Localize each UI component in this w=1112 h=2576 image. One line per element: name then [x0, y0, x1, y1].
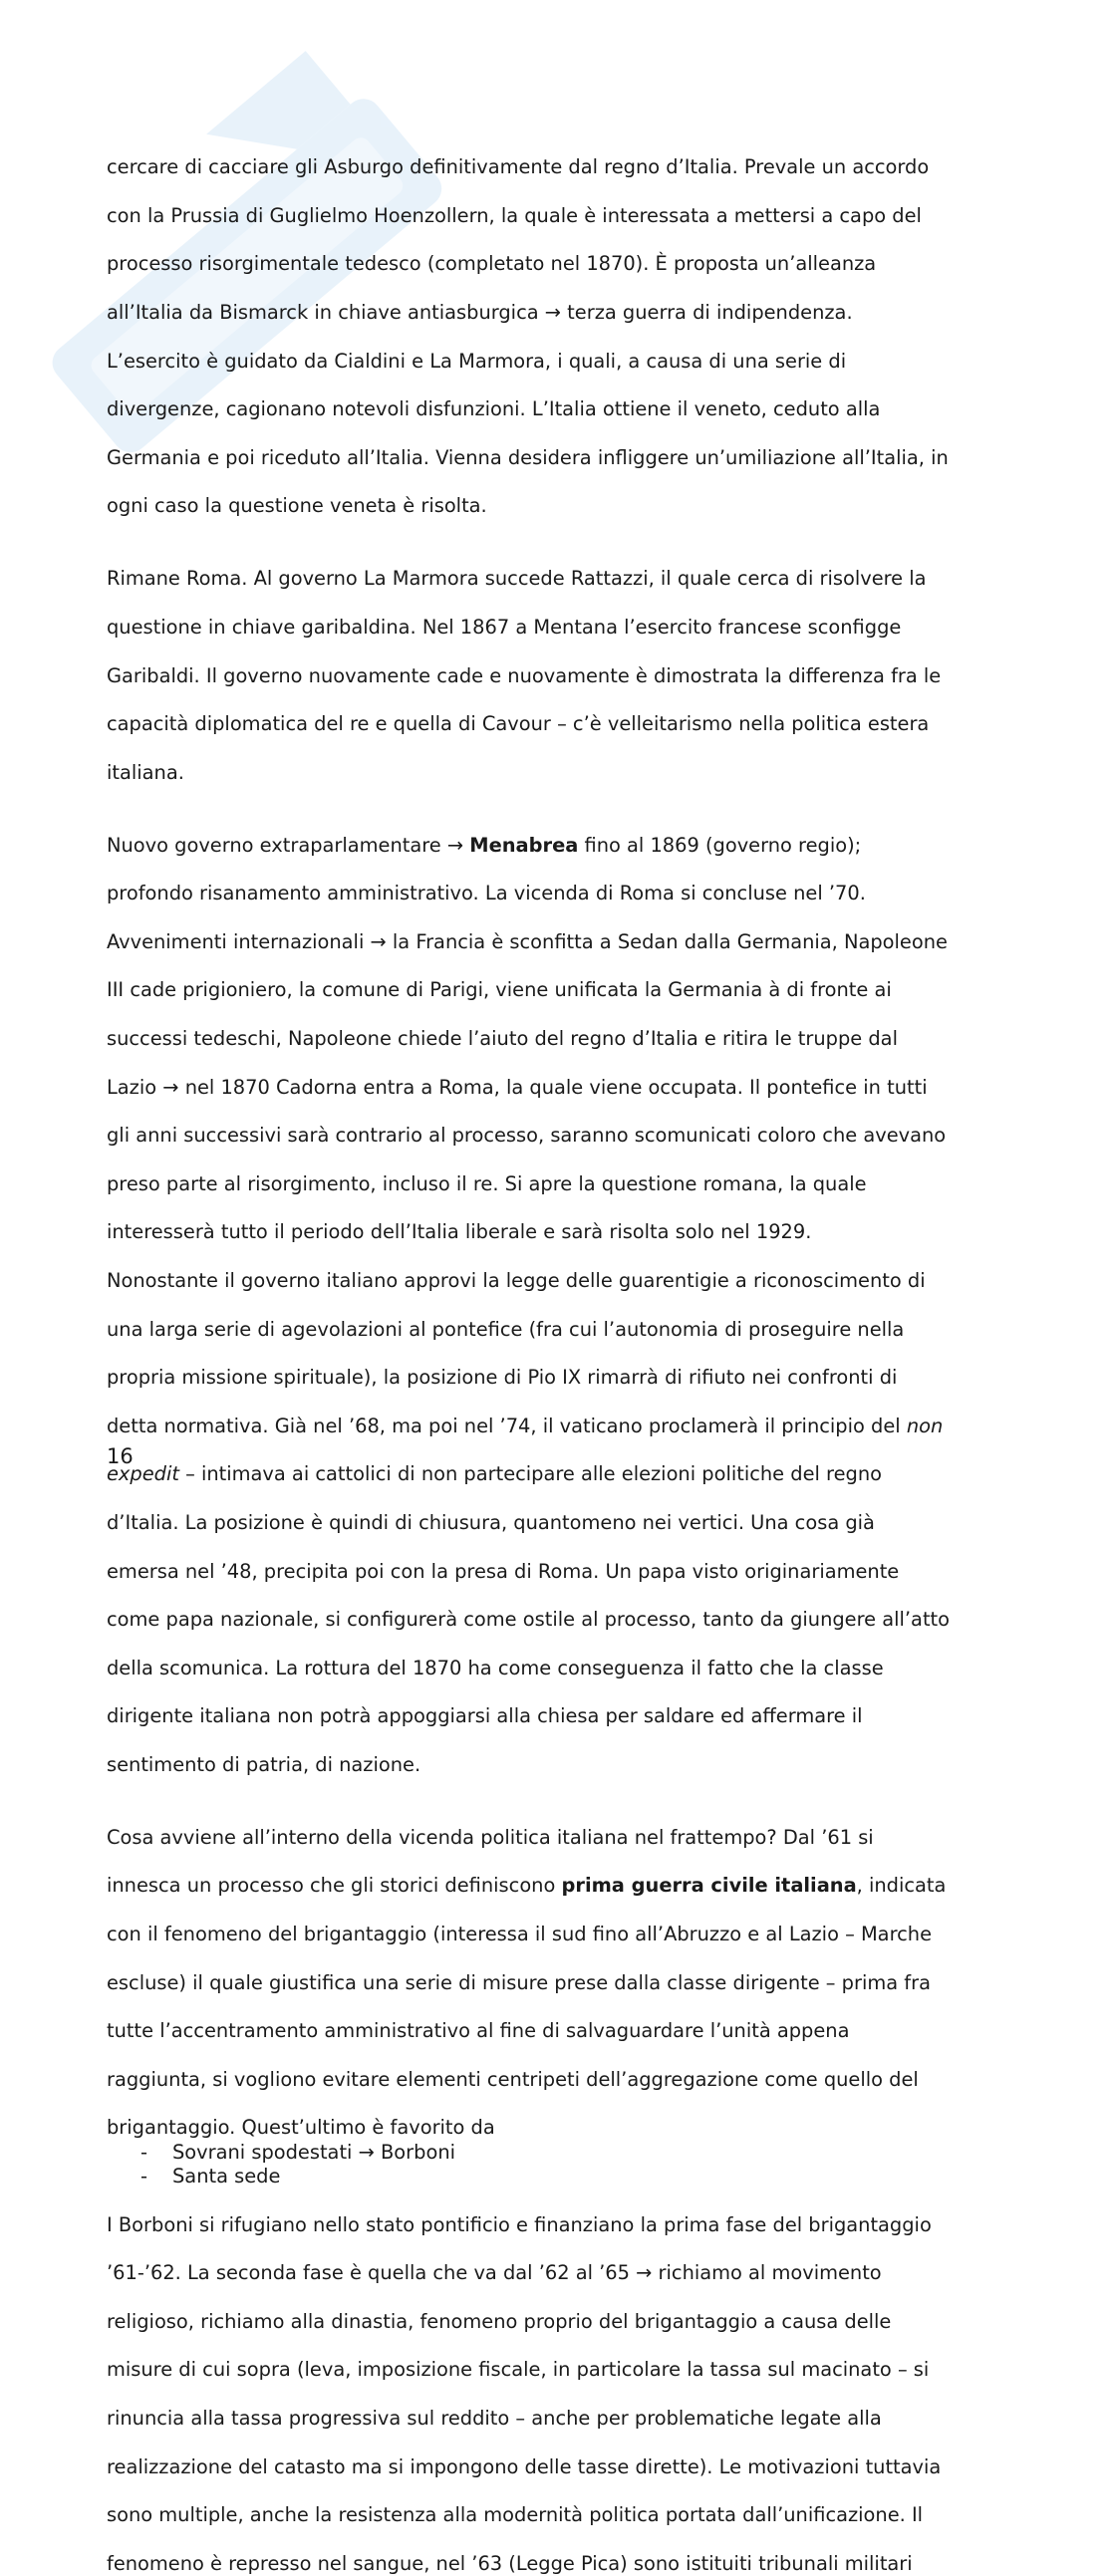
text-line: Nonostante il governo italiano approvi la legge delle guarentigie a riconoscimento di	[107, 1268, 926, 1292]
text-line: rinuncia alla tassa progressiva sul reddito – anche per problematiche legate alla	[107, 2406, 882, 2430]
text-segment: innesca un processo che gli storici definiscono	[107, 1874, 562, 1898]
text-line: divergenze, cagionano notevoli disfunzioni. L’Italia ottiene il veneto, ceduto alla	[107, 397, 881, 421]
text-line: Rimane Roma. Al governo La Marmora succede Rattazzi, il quale cerca di risolvere la	[107, 567, 927, 591]
document-body	[107, 131, 1003, 2576]
text-line: come papa nazionale, si configurerà come ostile al processo, tanto da giungere all’atto	[107, 1608, 951, 1632]
text-line: sentimento di patria, di nazione.	[107, 1752, 421, 1776]
paragraph-4-continued	[107, 2189, 1003, 2576]
text-line: I Borboni si rifugiano nello stato pontificio e finanziano la prima fase del brigantaggio	[107, 2212, 932, 2236]
text-line: Lazio → nel 1870 Cadorna entra a Roma, la quale viene occupata. Il pontefice in tutti	[107, 1075, 928, 1099]
text-segment: Nuovo governo extraparlamentare →	[107, 833, 470, 857]
paragraph-2	[107, 543, 1003, 785]
text-line: raggiunta, si vogliono evitare elementi centripeti dell’aggregazione come quello del	[107, 2067, 919, 2091]
text-line: d’Italia. La posizione è quindi di chiusura, quantomeno nei vertici. Una cosa già	[107, 1510, 875, 1534]
paragraph-spacer	[107, 519, 1003, 543]
text-line: una larga serie di agevolazioni al pontefice (fra cui l’autonomia di proseguire nella	[107, 1317, 905, 1341]
text-line: L’esercito è guidato da Cialdini e La Marmora, i quali, a causa di una serie di	[107, 349, 847, 373]
text-line: fenomeno è represso nel sangue, nel ’63 (Legge Pica) sono istituiti tribunali militari	[107, 2551, 913, 2575]
text-line: gli anni successivi sarà contrario al processo, saranno scomunicati coloro che avevano	[107, 1124, 947, 1148]
paragraph-spacer	[107, 785, 1003, 809]
text-line: III cade prigioniero, la comune di Parigi, viene unificata la Germania à di fronte ai	[107, 978, 892, 1002]
text-line: capacità diplomatica del re e quella di Cavour – c’è velleitarismo nella politica estera	[107, 712, 930, 736]
text-line: interesserà tutto il periodo dell’Italia liberale e sarà risolta solo nel 1929.	[107, 1220, 812, 1244]
text-line: escluse) il quale giustifica una serie di misure prese dalla classe dirigente – prima fra	[107, 1970, 931, 1994]
text-line: Cosa avviene all’interno della vicenda politica italiana nel frattempo? Dal ’61 si	[107, 1825, 874, 1849]
text-line: Garibaldi. Il governo nuovamente cade e nuovamente è dimostrata la differenza fra le	[107, 663, 942, 687]
list-item: - Sovrani spodestati → Borboni	[107, 2141, 1003, 2165]
paragraph-3	[107, 809, 1003, 1777]
italic-term: expedit	[107, 1462, 179, 1486]
text-line: ’61-’62. La seconda fase è quella che va dal ’62 al ’65 → richiamo al movimento	[107, 2261, 882, 2285]
text-segment: – intimava ai cattolici di non partecipare alle elezioni politiche del regno	[178, 1462, 882, 1486]
paragraph-spacer	[107, 1777, 1003, 1801]
text-line: Germania e poi riceduto all’Italia. Vienna desidera infliggere un’umiliazione all’Italia, in	[107, 445, 949, 469]
text-line: questione in chiave garibaldina. Nel 1867 a Mentana l’esercito francese sconfigge	[107, 615, 902, 639]
text-segment: detta normativa. Già nel ’68, ma poi nel ’74, il vaticano proclamerà il principio del	[107, 1414, 907, 1437]
text-line: ogni caso la questione veneta è risolta.	[107, 494, 487, 518]
text-line: realizzazione del catasto ma si impongono delle tasse dirette). Le motivazioni tuttavia	[107, 2454, 942, 2478]
bold-term: Menabrea	[469, 833, 579, 857]
text-line: cercare di cacciare gli Asburgo definitivamente dal regno d’Italia. Prevale un accordo	[107, 155, 930, 179]
bold-term: prima guerra civile italiana	[561, 1874, 857, 1898]
text-line: all’Italia da Bismarck in chiave antiasburgica → terza guerra di indipendenza.	[107, 301, 853, 325]
text-line: profondo risanamento amministrativo. La vicenda di Roma si concluse nel ’70.	[107, 882, 866, 905]
text-line: con il fenomeno del brigantaggio (interessa il sud fino all’Abruzzo e al Lazio – Marche	[107, 1922, 932, 1945]
text-line: sono multiple, anche la resistenza alla modernità politica portata dall’unificazione. Il	[107, 2503, 924, 2527]
text-line: brigantaggio. Quest’ultimo è favorito da	[107, 2116, 495, 2140]
text-segment: fino al 1869 (governo regio);	[578, 833, 862, 857]
text-line: successi tedeschi, Napoleone chiede l’aiuto del regno d’Italia e ritira le truppe dal	[107, 1026, 898, 1050]
page-number: 16	[107, 1444, 134, 1468]
text-line: religioso, richiamo alla dinastia, fenomeno proprio del brigantaggio a causa delle	[107, 2309, 892, 2333]
paragraph-4	[107, 1801, 1003, 2140]
list-item: - Santa sede	[107, 2165, 1003, 2189]
text-line: tutte l’accentramento amministrativo al fine di salvaguardare l’unità appena	[107, 2019, 850, 2043]
text-line: processo risorgimentale tedesco (completato nel 1870). È proposta un’alleanza	[107, 252, 877, 276]
text-line: propria missione spirituale), la posizione di Pio IX rimarrà di rifiuto nei confronti di	[107, 1366, 898, 1390]
text-line: Avvenimenti internazionali → la Francia è sconfitta a Sedan dalla Germania, Napoleone	[107, 929, 948, 953]
italic-term: non	[906, 1414, 944, 1437]
text-line: dirigente italiana non potrà appoggiarsi alla chiesa per saldare ed affermare il	[107, 1704, 863, 1728]
text-line: con la Prussia di Guglielmo Hoenzollern, la quale è interessata a mettersi a capo del	[107, 203, 922, 227]
text-line: misure di cui sopra (leva, imposizione fiscale, in particolare la tassa sul macinato – si	[107, 2358, 930, 2382]
text-line: emersa nel ’48, precipita poi con la presa di Roma. Un papa visto originariamente	[107, 1559, 900, 1583]
text-line: della scomunica. La rottura del 1870 ha come conseguenza il fatto che la classe	[107, 1656, 884, 1679]
text-line: preso parte al risorgimento, incluso il re. Si apre la questione romana, la quale	[107, 1171, 867, 1195]
bullet-list	[107, 2141, 1003, 2190]
text-line: italiana.	[107, 760, 184, 784]
paragraph-1	[107, 131, 1003, 519]
text-segment: , indicata	[856, 1874, 947, 1898]
